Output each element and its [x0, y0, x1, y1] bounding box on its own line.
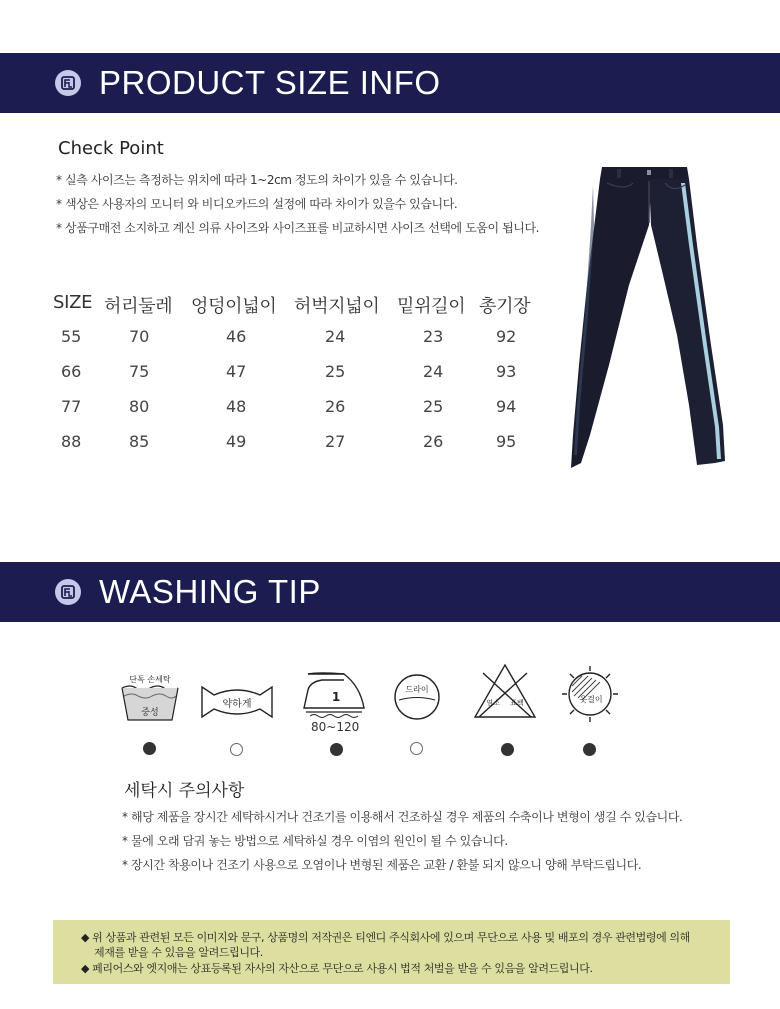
cell-length: 93 [496, 362, 517, 381]
cell-hip: 49 [226, 432, 247, 451]
header-hip: 엉덩이넓이 [191, 296, 277, 317]
cell-rise: 26 [423, 432, 444, 451]
iron-temperature-caption: 80~120 [311, 720, 360, 734]
brand-logo-icon [55, 579, 81, 605]
washing-tip-banner [0, 562, 780, 622]
no-bleach-label-right: 표백 [510, 699, 524, 707]
size-section-title: PRODUCT SIZE INFO [99, 64, 441, 101]
washing-caution-list [122, 805, 682, 877]
copyright-notice [53, 920, 730, 984]
check-point-note: * 색상은 사용자의 모니터 와 비디오카드의 설정에 따라 차이가 있을수 있습니다. [56, 197, 458, 211]
cell-waist: 85 [129, 432, 150, 451]
cell-rise: 23 [423, 327, 444, 346]
dry-clean-label: 드라이 [405, 685, 429, 694]
cell-rise: 25 [423, 397, 444, 416]
cell-hip: 48 [226, 397, 247, 416]
check-point-title: Check Point [58, 138, 164, 159]
hand-wash-top-label: 단독 손세탁 [129, 675, 171, 684]
cell-thigh: 27 [325, 432, 346, 451]
cell-thigh: 25 [325, 362, 346, 381]
line-dry-label: 옷걸이 [579, 695, 603, 704]
wring-gently-icon [200, 683, 274, 721]
washing-caution-title: 세탁시 주의사항 [124, 781, 245, 801]
cell-hip: 47 [226, 362, 247, 381]
cell-rise: 24 [423, 362, 444, 381]
line-dry-shade-icon [560, 664, 620, 724]
cell-waist: 70 [129, 327, 150, 346]
cell-size: 77 [61, 397, 82, 416]
cell-size: 66 [61, 362, 82, 381]
pants-product-image [565, 165, 735, 475]
cell-waist: 80 [129, 397, 150, 416]
header-rise: 밑위길이 [397, 296, 466, 317]
wring-label: 약하게 [222, 699, 252, 710]
notice-line: ◆ 페리어스와 엣지애는 상표등록된 자사의 자산으로 무단으로 사용시 법적 처벌을 받을 수 있음을 알려드립니다. [81, 962, 593, 975]
iron-level-label: 1 [331, 690, 341, 704]
brand-logo-icon [55, 70, 81, 96]
unselected-indicator [230, 743, 243, 756]
no-bleach-icon [473, 663, 537, 719]
iron-icon [300, 668, 368, 720]
cell-thigh: 26 [325, 397, 346, 416]
selected-indicator [583, 743, 596, 756]
check-point-notes [56, 168, 539, 240]
washing-section-title: WASHING TIP [99, 573, 321, 610]
check-point-note: * 상품구매전 소지하고 계신 의류 사이즈와 사이즈표를 비교하시면 사이즈 선택에 도움이 됩니다. [56, 221, 540, 235]
header-size: SIZE [53, 292, 93, 313]
header-waist: 허리둘레 [104, 296, 173, 317]
caution-item: * 물에 오래 담궈 놓는 방법으로 세탁하실 경우 이염의 원인이 될 수 있습니다. [122, 834, 508, 848]
selected-indicator [143, 742, 156, 755]
cell-length: 92 [496, 327, 517, 346]
product-size-info-banner [0, 53, 780, 113]
caution-item: * 해당 제품을 장시간 세탁하시거나 건조기를 이용해서 건조하실 경우 제품의 수축이나 변형이 생길 수 있습니다. [122, 810, 683, 824]
header-length: 총기장 [479, 296, 531, 317]
cell-size: 55 [61, 327, 82, 346]
cell-length: 94 [496, 397, 517, 416]
unselected-indicator [410, 742, 423, 755]
cell-thigh: 24 [325, 327, 346, 346]
check-point-note: * 실측 사이즈는 측정하는 위치에 따라 1~2cm 정도의 차이가 있을 수 있습니다. [56, 173, 458, 187]
hand-wash-label: 중성 [141, 708, 159, 718]
no-bleach-label-left: 염소 [486, 699, 500, 707]
cell-hip: 46 [226, 327, 247, 346]
selected-indicator [330, 743, 343, 756]
selected-indicator [501, 743, 514, 756]
hand-wash-basin-icon [118, 672, 182, 724]
header-thigh: 허벅지넓이 [294, 296, 380, 317]
dry-clean-icon [393, 673, 441, 721]
cell-length: 95 [496, 432, 517, 451]
notice-line: ◆ 위 상품과 관련된 모든 이미지와 문구, 상품명의 저작권은 티엔디 주식회사에 있으며 무단으로 사용 및 배포의 경우 관련법령에 의해 [81, 931, 690, 944]
caution-item: * 장시간 착용이나 건조기 사용으로 오염이나 변형된 제품은 교환 / 환불 되지 않으니 양해 부탁드립니다. [122, 858, 642, 872]
cell-size: 88 [61, 432, 82, 451]
cell-waist: 75 [129, 362, 150, 381]
notice-line: 제재를 받을 수 있음을 알려드립니다. [94, 946, 263, 959]
